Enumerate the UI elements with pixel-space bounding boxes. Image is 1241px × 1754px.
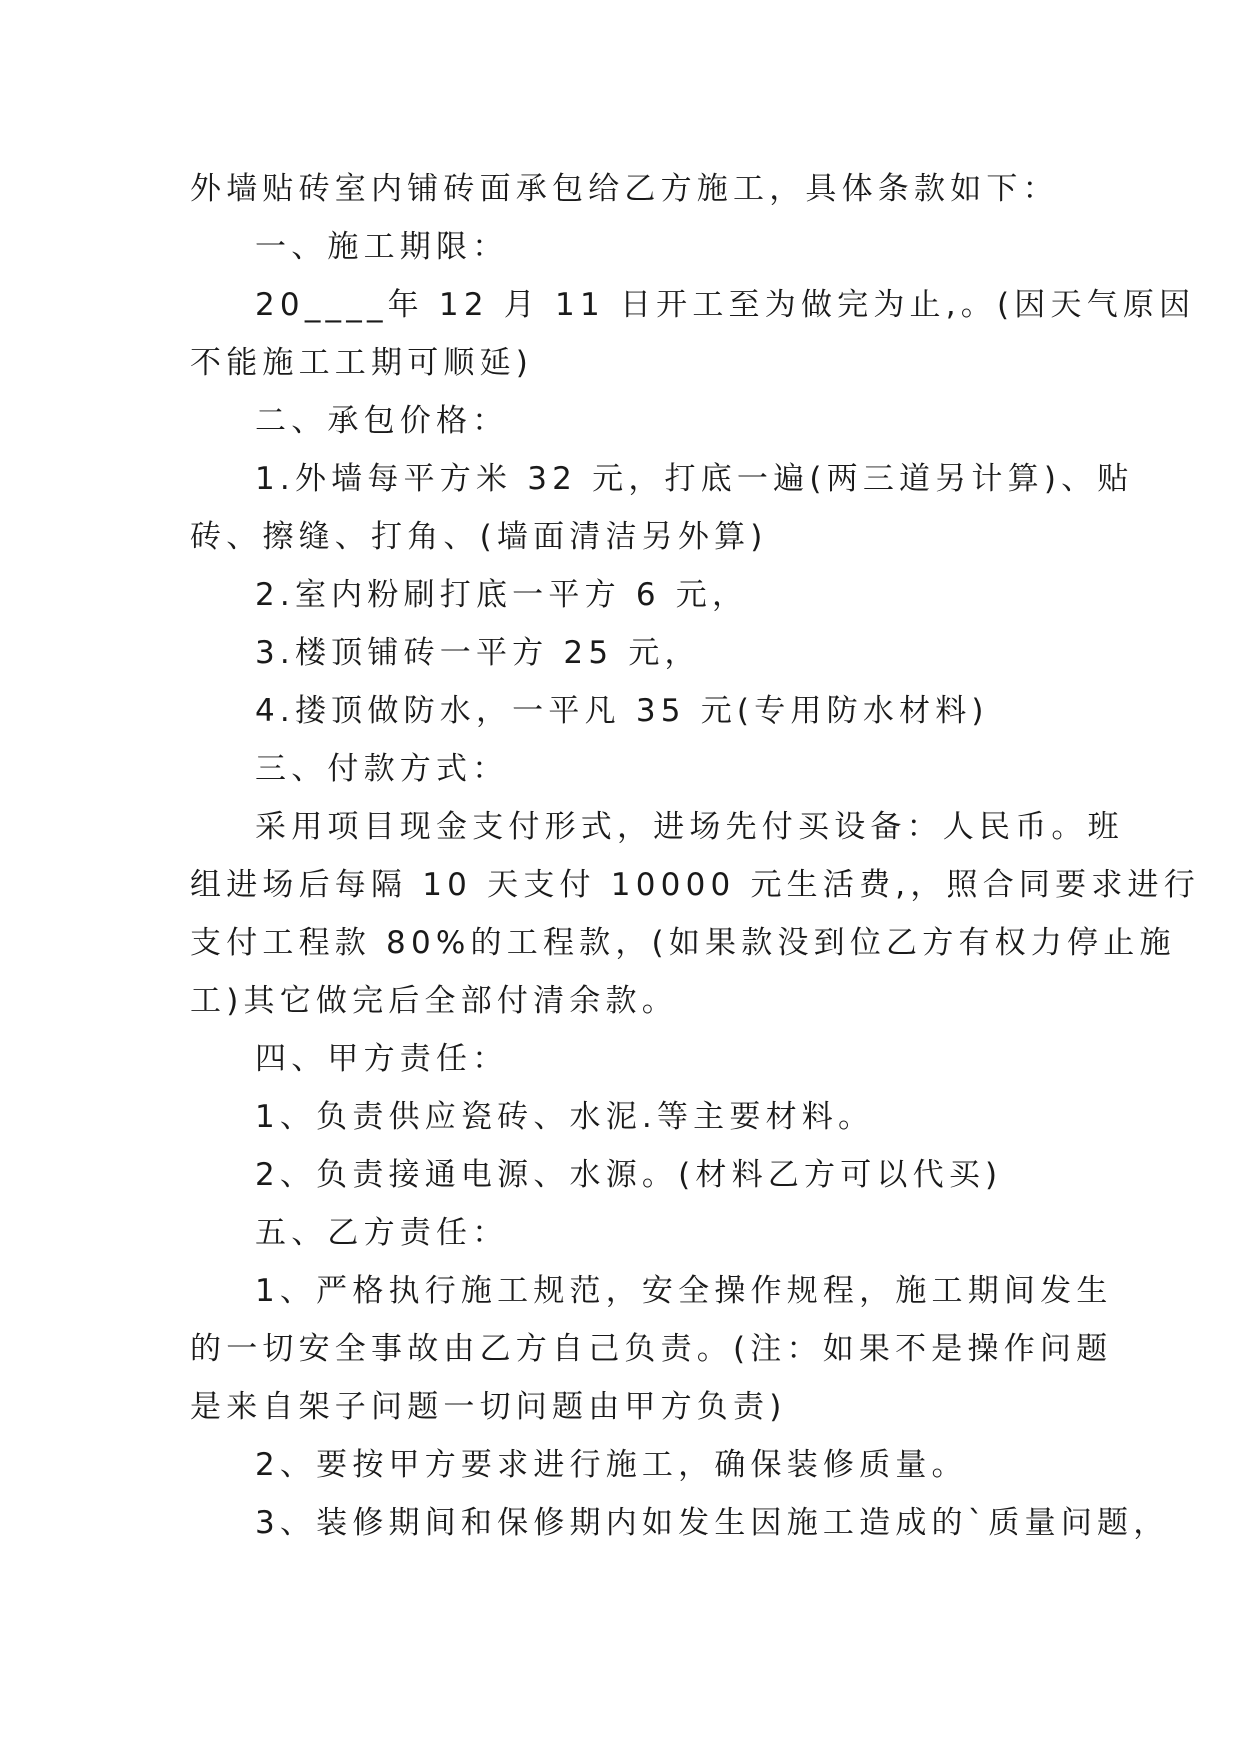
text-line: 外墙贴砖室内铺砖面承包给乙方施工，具体条款如下： (190, 171, 1059, 207)
text-line: 3.楼顶铺砖一平方 25 元， (255, 635, 701, 671)
text-line: 的一切安全事故由乙方自己负责。(注：如果不是操作问题 (190, 1331, 1113, 1367)
text-line: 2、要按甲方要求进行施工，确保装修质量。 (255, 1447, 968, 1483)
text-line: 五、乙方责任： (255, 1215, 509, 1251)
text-line: 3、装修期间和保修期内如发生因施工造成的`质量问题， (255, 1505, 1170, 1541)
text-line: 一、施工期限： (255, 229, 509, 265)
text-line: 支付工程款 80%的工程款，(如果款没到位乙方有权力停止施 (190, 925, 1176, 961)
text-line: 20____年 12 月 11 日开工至为做完为止,。(因天气原因 (255, 287, 1196, 323)
text-line: 工)其它做完后全部付清余款。 (190, 983, 678, 1019)
text-line: 1、严格执行施工规范，安全操作规程，施工期间发生 (255, 1273, 1113, 1309)
text-line: 四、甲方责任： (255, 1041, 509, 1077)
text-line: 1.外墙每平方米 32 元，打底一遍(两三道另计算)、贴 (255, 461, 1134, 497)
text-line: 是来自架子问题一切问题由甲方负责) (190, 1389, 787, 1425)
text-line: 1、负责供应瓷砖、水泥.等主要材料。 (255, 1099, 875, 1135)
text-line: 砖、擦缝、打角、(墙面清洁另外算) (190, 519, 768, 555)
text-line: 4.搂顶做防水，一平凡 35 元(专用防水材料) (255, 693, 989, 729)
text-line: 二、承包价格： (255, 403, 509, 439)
text-line: 不能施工工期可顺延) (190, 345, 534, 381)
text-line: 2、负责接通电源、水源。(材料乙方可以代买) (255, 1157, 1003, 1193)
text-line: 组进场后每隔 10 天支付 10000 元生活费,，照合同要求进行 (190, 867, 1200, 903)
text-line: 2.室内粉刷打底一平方 6 元， (255, 577, 749, 613)
text-line: 采用项目现金支付形式，进场先付买设备：人民币。班 (255, 809, 1124, 845)
text-line: 三、付款方式： (255, 751, 509, 787)
contract-body (190, 160, 1200, 1552)
